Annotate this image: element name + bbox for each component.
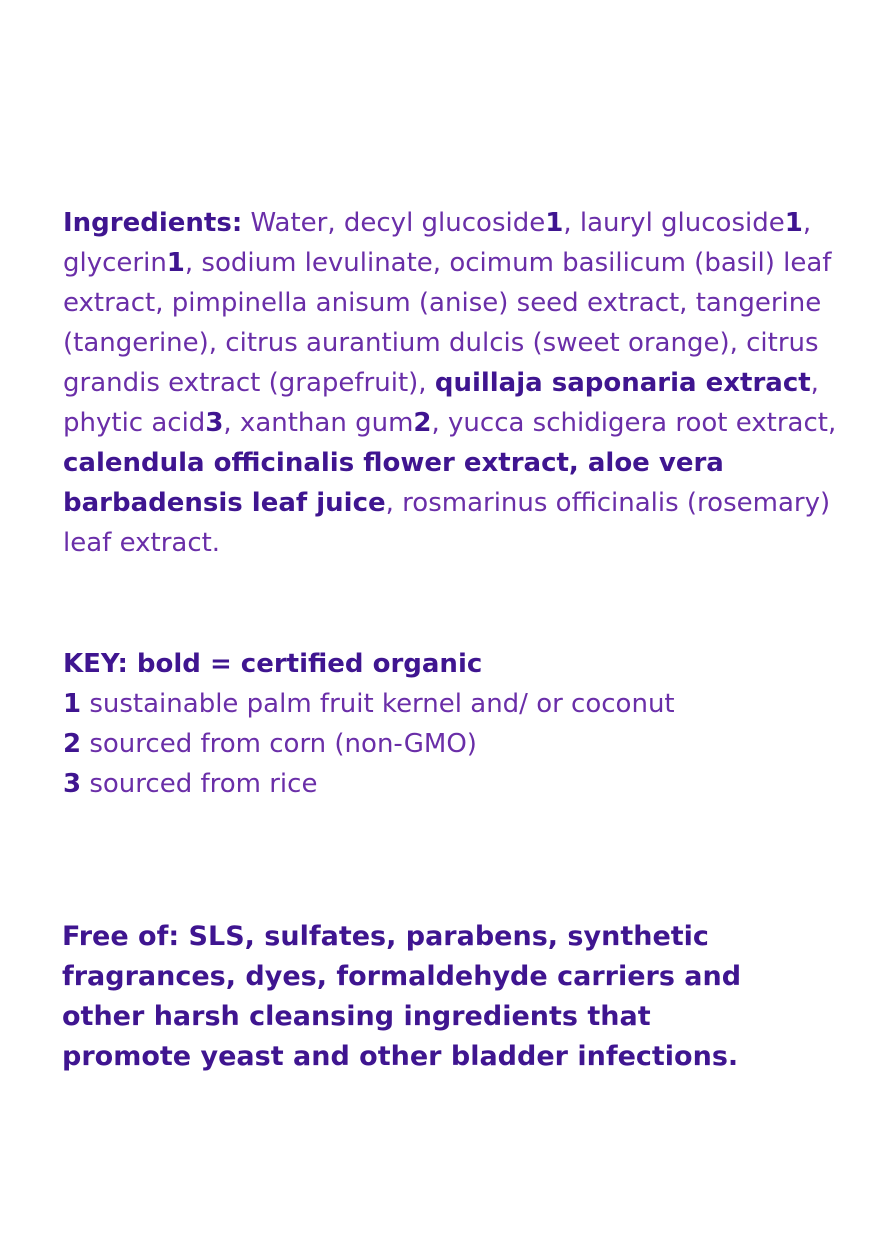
key-text: sourced from corn (non-GMO) (81, 729, 477, 759)
free-of-statement: Free of: SLS, sulfates, parabens, synthetic fragrances, dyes, formaldehyde carriers and other harsh cleansing ingredients that promote yeast and other bladder infections. (62, 921, 742, 1072)
key-number: 3 (63, 769, 82, 799)
footnote-marker: 2 (413, 408, 432, 438)
footnote-marker: 1 (545, 208, 564, 238)
key-number: 1 (63, 689, 82, 719)
footnote-marker: 1 (784, 208, 803, 238)
ingredient-text: , glycerin (63, 208, 812, 278)
ingredients-paragraph (63, 203, 863, 563)
key-text: sourced from rice (81, 769, 318, 799)
ingredient-text: , yucca schidigera root extract, (431, 408, 837, 438)
ingredient-text: , sodium levulinate, ocimum basilicum (basil) leaf extract, pimpinella anisum (anise) seed extract, tangerine (tangerine), citrus aurantium dulcis (sweet orange), citrus grandis extract (grapefruit), (63, 248, 832, 398)
organic-ingredient: calendula officinalis flower extract, aloe vera barbadensis leaf juice (63, 448, 724, 518)
key-line-2 (63, 724, 863, 764)
ingredient-text: , phytic acid (63, 368, 819, 438)
ingredient-text: Water, decyl glucoside (242, 208, 546, 238)
footnote-marker: 3 (205, 408, 224, 438)
ingredient-text: , xanthan gum (223, 408, 414, 438)
ingredient-text: , lauryl glucoside (563, 208, 785, 238)
organic-ingredient: quillaja saponaria extract (434, 368, 811, 398)
key-line-1 (63, 684, 863, 724)
ingredient-text: , rosmarinus officinalis (rosemary) leaf extract. (63, 488, 831, 558)
ingredients-label: Ingredients: (63, 208, 243, 238)
footnote-marker: 1 (166, 248, 185, 278)
key-title: KEY: bold = certified organic (63, 649, 483, 679)
key-text: sustainable palm fruit kernel and/ or coconut (81, 689, 675, 719)
key-number: 2 (63, 729, 82, 759)
key-legend (63, 644, 863, 804)
key-line-3 (63, 764, 863, 804)
